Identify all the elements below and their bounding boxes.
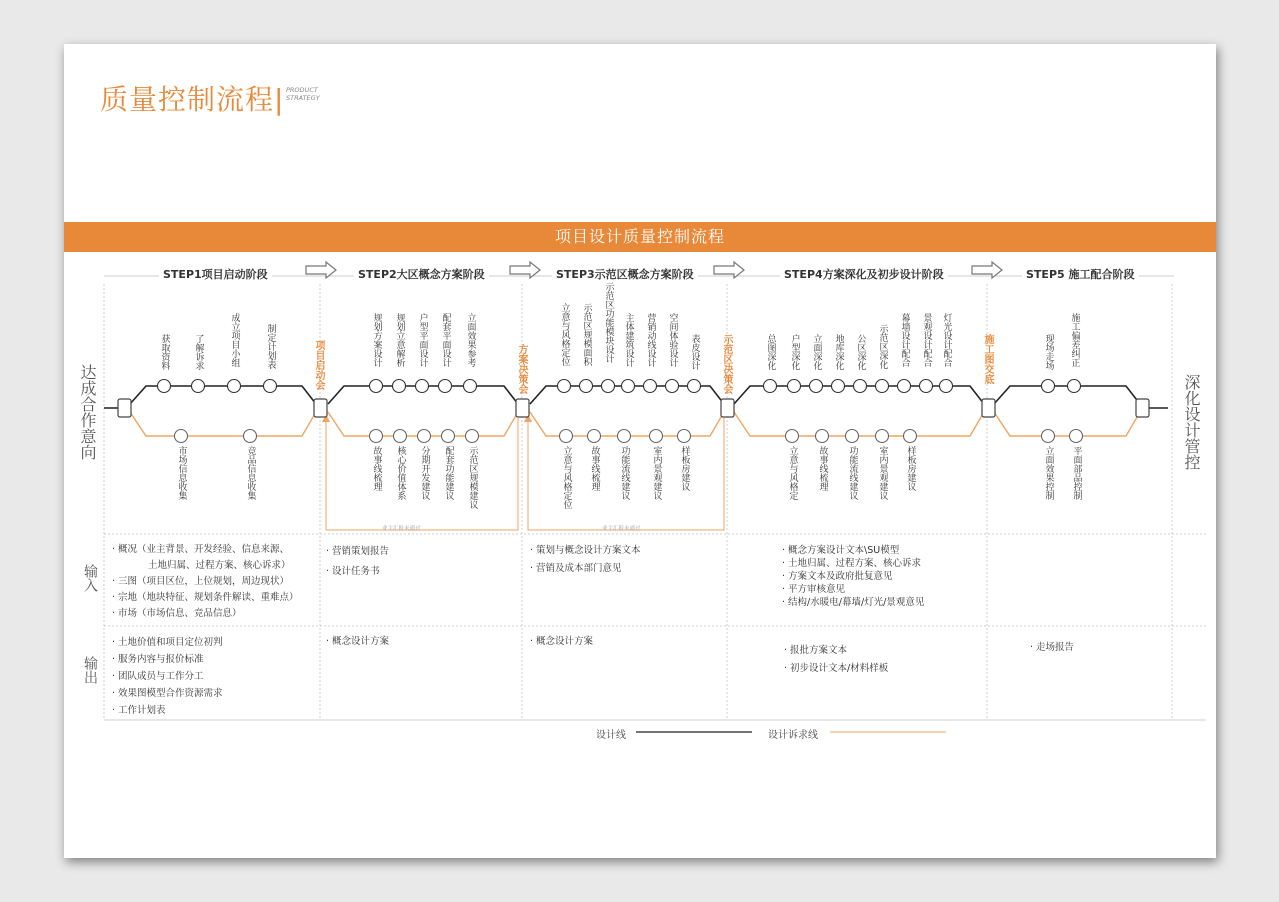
output-step1-item: · 工作计划表 — [112, 705, 166, 716]
demand-node-step2 — [370, 430, 383, 443]
demand-node-label: 故事线梳理 — [589, 446, 600, 491]
legend-demand-label: 设计诉求线 — [768, 730, 818, 741]
banner-title: 项目设计质量控制流程 — [554, 227, 725, 246]
design-node-label: 立面深化 — [811, 334, 822, 370]
demand-node-label: 功能流线建议 — [847, 446, 858, 500]
design-node-step5 — [1068, 380, 1081, 393]
input-step1-item: · 三图（项目区位，上位规划，周边现状） — [112, 576, 290, 587]
design-node-step4 — [832, 380, 845, 393]
output-step1-item: · 团队成员与工作分工 — [112, 671, 204, 682]
feedback-arrowheads — [322, 414, 532, 422]
step-header-5: STEP5 施工配合阶段 — [1022, 266, 1139, 282]
demand-node-label: 立意与风格定 — [787, 446, 798, 500]
design-node-step3 — [666, 380, 679, 393]
design-node-step4 — [810, 380, 823, 393]
design-node-step1 — [228, 380, 241, 393]
design-node-label: 立面效果参考 — [465, 313, 476, 367]
step-header-1: STEP1项目启动阶段 — [159, 266, 272, 282]
design-node-label: 示范区功能模块设计 — [603, 281, 614, 363]
design-node-label: 立意与风格定位 — [559, 302, 570, 366]
meeting-construction-handover: 施工图交底 — [982, 334, 993, 384]
design-node-label: 成立项目小组 — [229, 313, 240, 367]
design-node-label: 施工偏差纠正 — [1069, 313, 1080, 367]
document-page — [64, 44, 1216, 858]
gate-start — [118, 399, 131, 417]
step-header-4: STEP4方案深化及初步设计阶段 — [780, 266, 948, 282]
demand-node-label: 市场信息收集 — [176, 446, 187, 500]
input-step4-item: · 结构/水暖电/幕墙/灯光/景观意见 — [782, 597, 925, 608]
output-step2 — [326, 634, 389, 649]
demand-node-label: 室内景观建议 — [651, 446, 662, 500]
output-step1-item: · 效果图模型合作资源需求 — [112, 688, 223, 699]
demand-node-step2 — [442, 430, 455, 443]
design-node-label: 公区深化 — [855, 334, 866, 370]
demand-node-label: 样板房建议 — [905, 446, 916, 491]
design-node-label: 表皮设计 — [689, 334, 700, 370]
input-step3-item: · 策划与概念设计方案文本 — [530, 545, 641, 556]
design-node-label: 户型深化 — [789, 334, 800, 370]
demand-node-label: 分期开发建议 — [419, 446, 430, 500]
demand-node-label: 示范区规模建议 — [467, 446, 478, 509]
gate-end — [1136, 399, 1149, 417]
output-step3 — [530, 634, 593, 649]
design-node-label: 规划立意解析 — [394, 313, 405, 367]
input-step1 — [112, 542, 299, 622]
design-node-step4 — [788, 380, 801, 393]
design-node-step2 — [393, 380, 406, 393]
step-header-3: STEP3示范区概念方案阶段 — [552, 266, 698, 282]
step-header-2: STEP2大区概念方案阶段 — [354, 266, 489, 282]
design-node-step4 — [854, 380, 867, 393]
demand-node-label: 立面效果控制 — [1043, 446, 1054, 500]
input-step2 — [326, 542, 389, 582]
design-node-label: 规划方案设计 — [371, 313, 382, 367]
gate-scheme — [516, 399, 529, 417]
design-node-label: 地库深化 — [833, 334, 844, 370]
gate-demo — [721, 399, 734, 417]
legend-design-label: 设计线 — [596, 730, 626, 741]
output-step4 — [784, 642, 888, 678]
demand-node-step3 — [618, 430, 631, 443]
design-node-label: 了解诉求 — [193, 334, 204, 370]
demand-node-step3 — [678, 430, 691, 443]
demand-node-label: 平面部品控制 — [1071, 446, 1082, 500]
output-step4-item: · 初步设计文本/材料样板 — [784, 663, 889, 674]
design-node-label: 景观设计配合 — [921, 313, 932, 367]
design-node-step2 — [370, 380, 383, 393]
design-line-step5 — [994, 386, 1140, 404]
demand-line-step5 — [994, 412, 1140, 436]
design-node-label: 配套平面设计 — [440, 313, 451, 367]
design-node-label: 营销动线设计 — [645, 313, 656, 367]
demand-node-step4 — [786, 430, 799, 443]
side-label-right: 深化设计管控 — [1182, 374, 1201, 470]
row-label-output: 输出 — [82, 656, 98, 684]
gates — [118, 399, 1149, 417]
design-node-label: 获取资料 — [159, 334, 170, 370]
feedback-loops — [326, 418, 724, 530]
input-step3-item: · 营销及成本部门意见 — [530, 563, 622, 574]
demand-node-step1 — [175, 430, 188, 443]
demand-node-step5 — [1070, 430, 1083, 443]
design-node-label: 制定计划表 — [265, 323, 276, 369]
input-step4-item: · 方案文本及政府批复意见 — [782, 571, 893, 582]
demand-node-step3 — [650, 430, 663, 443]
output-step3-item: · 概念设计方案 — [530, 636, 594, 647]
output-step2-item: · 概念设计方案 — [326, 636, 390, 647]
input-step4 — [782, 544, 924, 609]
row-label-input: 输入 — [82, 564, 98, 592]
meeting-demo-decision: 示范区决策会 — [721, 334, 732, 394]
design-node-step2 — [464, 380, 477, 393]
design-node-step3 — [580, 380, 593, 393]
design-node-step1 — [264, 380, 277, 393]
input-step4-item: · 土地归属、过程方案、核心诉求 — [782, 558, 922, 569]
meeting-kickoff: 项目启动会 — [313, 340, 324, 390]
subtitle-line-1: PRODUCT — [286, 86, 318, 94]
demand-node-label: 立意与风格定位 — [561, 446, 572, 509]
demand-node-step3 — [560, 430, 573, 443]
meeting-scheme-decision: 方案决策会 — [516, 344, 527, 394]
demand-node-step4 — [876, 430, 889, 443]
subtitle-line-2: STRATEGY — [286, 94, 320, 102]
demand-node-label: 核心价值体系 — [395, 446, 406, 500]
input-step4-item: · 平方审核意见 — [782, 584, 846, 595]
demand-node-label: 功能流线建议 — [619, 446, 630, 500]
design-node-label: 户型平面设计 — [417, 313, 428, 367]
flow-diagram — [64, 44, 1216, 744]
design-node-step1 — [158, 380, 171, 393]
design-node-label: 空间体验设计 — [667, 313, 678, 367]
design-node-label: 幕墙设计配合 — [899, 313, 910, 367]
design-node-label: 灯光设计配合 — [941, 313, 952, 367]
input-step3 — [530, 542, 641, 578]
demand-node-step3 — [588, 430, 601, 443]
design-node-step1 — [192, 380, 205, 393]
output-step1 — [112, 634, 223, 719]
demand-line-step1 — [130, 412, 316, 436]
gate-construction — [982, 399, 995, 417]
demand-node-step2 — [466, 430, 479, 443]
design-node-label: 主体建筑设计 — [623, 313, 634, 367]
demand-node-step1 — [244, 430, 257, 443]
design-node-step2 — [416, 380, 429, 393]
demand-node-step2 — [418, 430, 431, 443]
output-step1-item: · 土地价值和项目定位初判 — [112, 637, 223, 648]
output-step5 — [1030, 640, 1074, 655]
demand-node-label: 竞品信息收集 — [245, 446, 256, 500]
side-label-left: 达成合作意向 — [78, 364, 97, 460]
input-step1-item: · 市场（市场信息、竞品信息） — [112, 608, 242, 619]
feedback-label-step3: 业主汇报未通过 — [602, 526, 641, 532]
design-node-step3 — [558, 380, 571, 393]
demand-node-label: 故事线梳理 — [817, 446, 828, 491]
design-node-step3 — [644, 380, 657, 393]
design-node-step4 — [940, 380, 953, 393]
feedback-label-step2: 业主汇报未通过 — [382, 526, 421, 532]
demand-node-label: 样板房建议 — [679, 446, 690, 491]
design-node-label: 现场走场 — [1043, 334, 1054, 370]
input-step4-item: · 概念方案设计文本\SU模型 — [782, 545, 900, 556]
demand-node-step4 — [846, 430, 859, 443]
demand-node-label: 故事线梳理 — [371, 446, 382, 491]
design-node-step2 — [439, 380, 452, 393]
demand-node-step2 — [394, 430, 407, 443]
demand-node-label: 配套功能建议 — [443, 446, 454, 500]
input-step1-item: · 宗地（地块特征、规划条件解读、重难点） — [112, 592, 299, 603]
design-node-step3 — [622, 380, 635, 393]
design-node-step3 — [602, 380, 615, 393]
input-step2-item: · 设计任务书 — [326, 566, 380, 577]
design-node-step4 — [898, 380, 911, 393]
design-node-step4 — [920, 380, 933, 393]
output-step1-item: · 服务内容与报价标准 — [112, 654, 204, 665]
design-node-step4 — [876, 380, 889, 393]
page-title: 质量控制流程| — [100, 83, 285, 116]
demand-node-step5 — [1042, 430, 1055, 443]
input-step1-item: · 概况（业主背景、开发经验、信息来源、 — [112, 544, 290, 555]
demand-node-label: 室内景观建议 — [877, 446, 888, 500]
design-node-label: 总图深化 — [765, 334, 776, 370]
output-step4-item: · 报批方案文本 — [784, 645, 848, 656]
output-step5-item: · 走场报告 — [1030, 642, 1075, 653]
design-node-step4 — [764, 380, 777, 393]
demand-line-step4 — [734, 412, 984, 436]
gate-kickoff — [314, 399, 327, 417]
design-node-label: 示范区深化 — [877, 323, 888, 369]
input-step2-item: · 营销策划报告 — [326, 546, 390, 557]
design-node-label: 示范区规模面积 — [581, 302, 592, 366]
design-node-step3 — [688, 380, 701, 393]
demand-node-step4 — [816, 430, 829, 443]
demand-node-step4 — [904, 430, 917, 443]
input-step1-item: 土地归属、过程方案、核心诉求） — [148, 560, 291, 571]
design-node-step5 — [1042, 380, 1055, 393]
